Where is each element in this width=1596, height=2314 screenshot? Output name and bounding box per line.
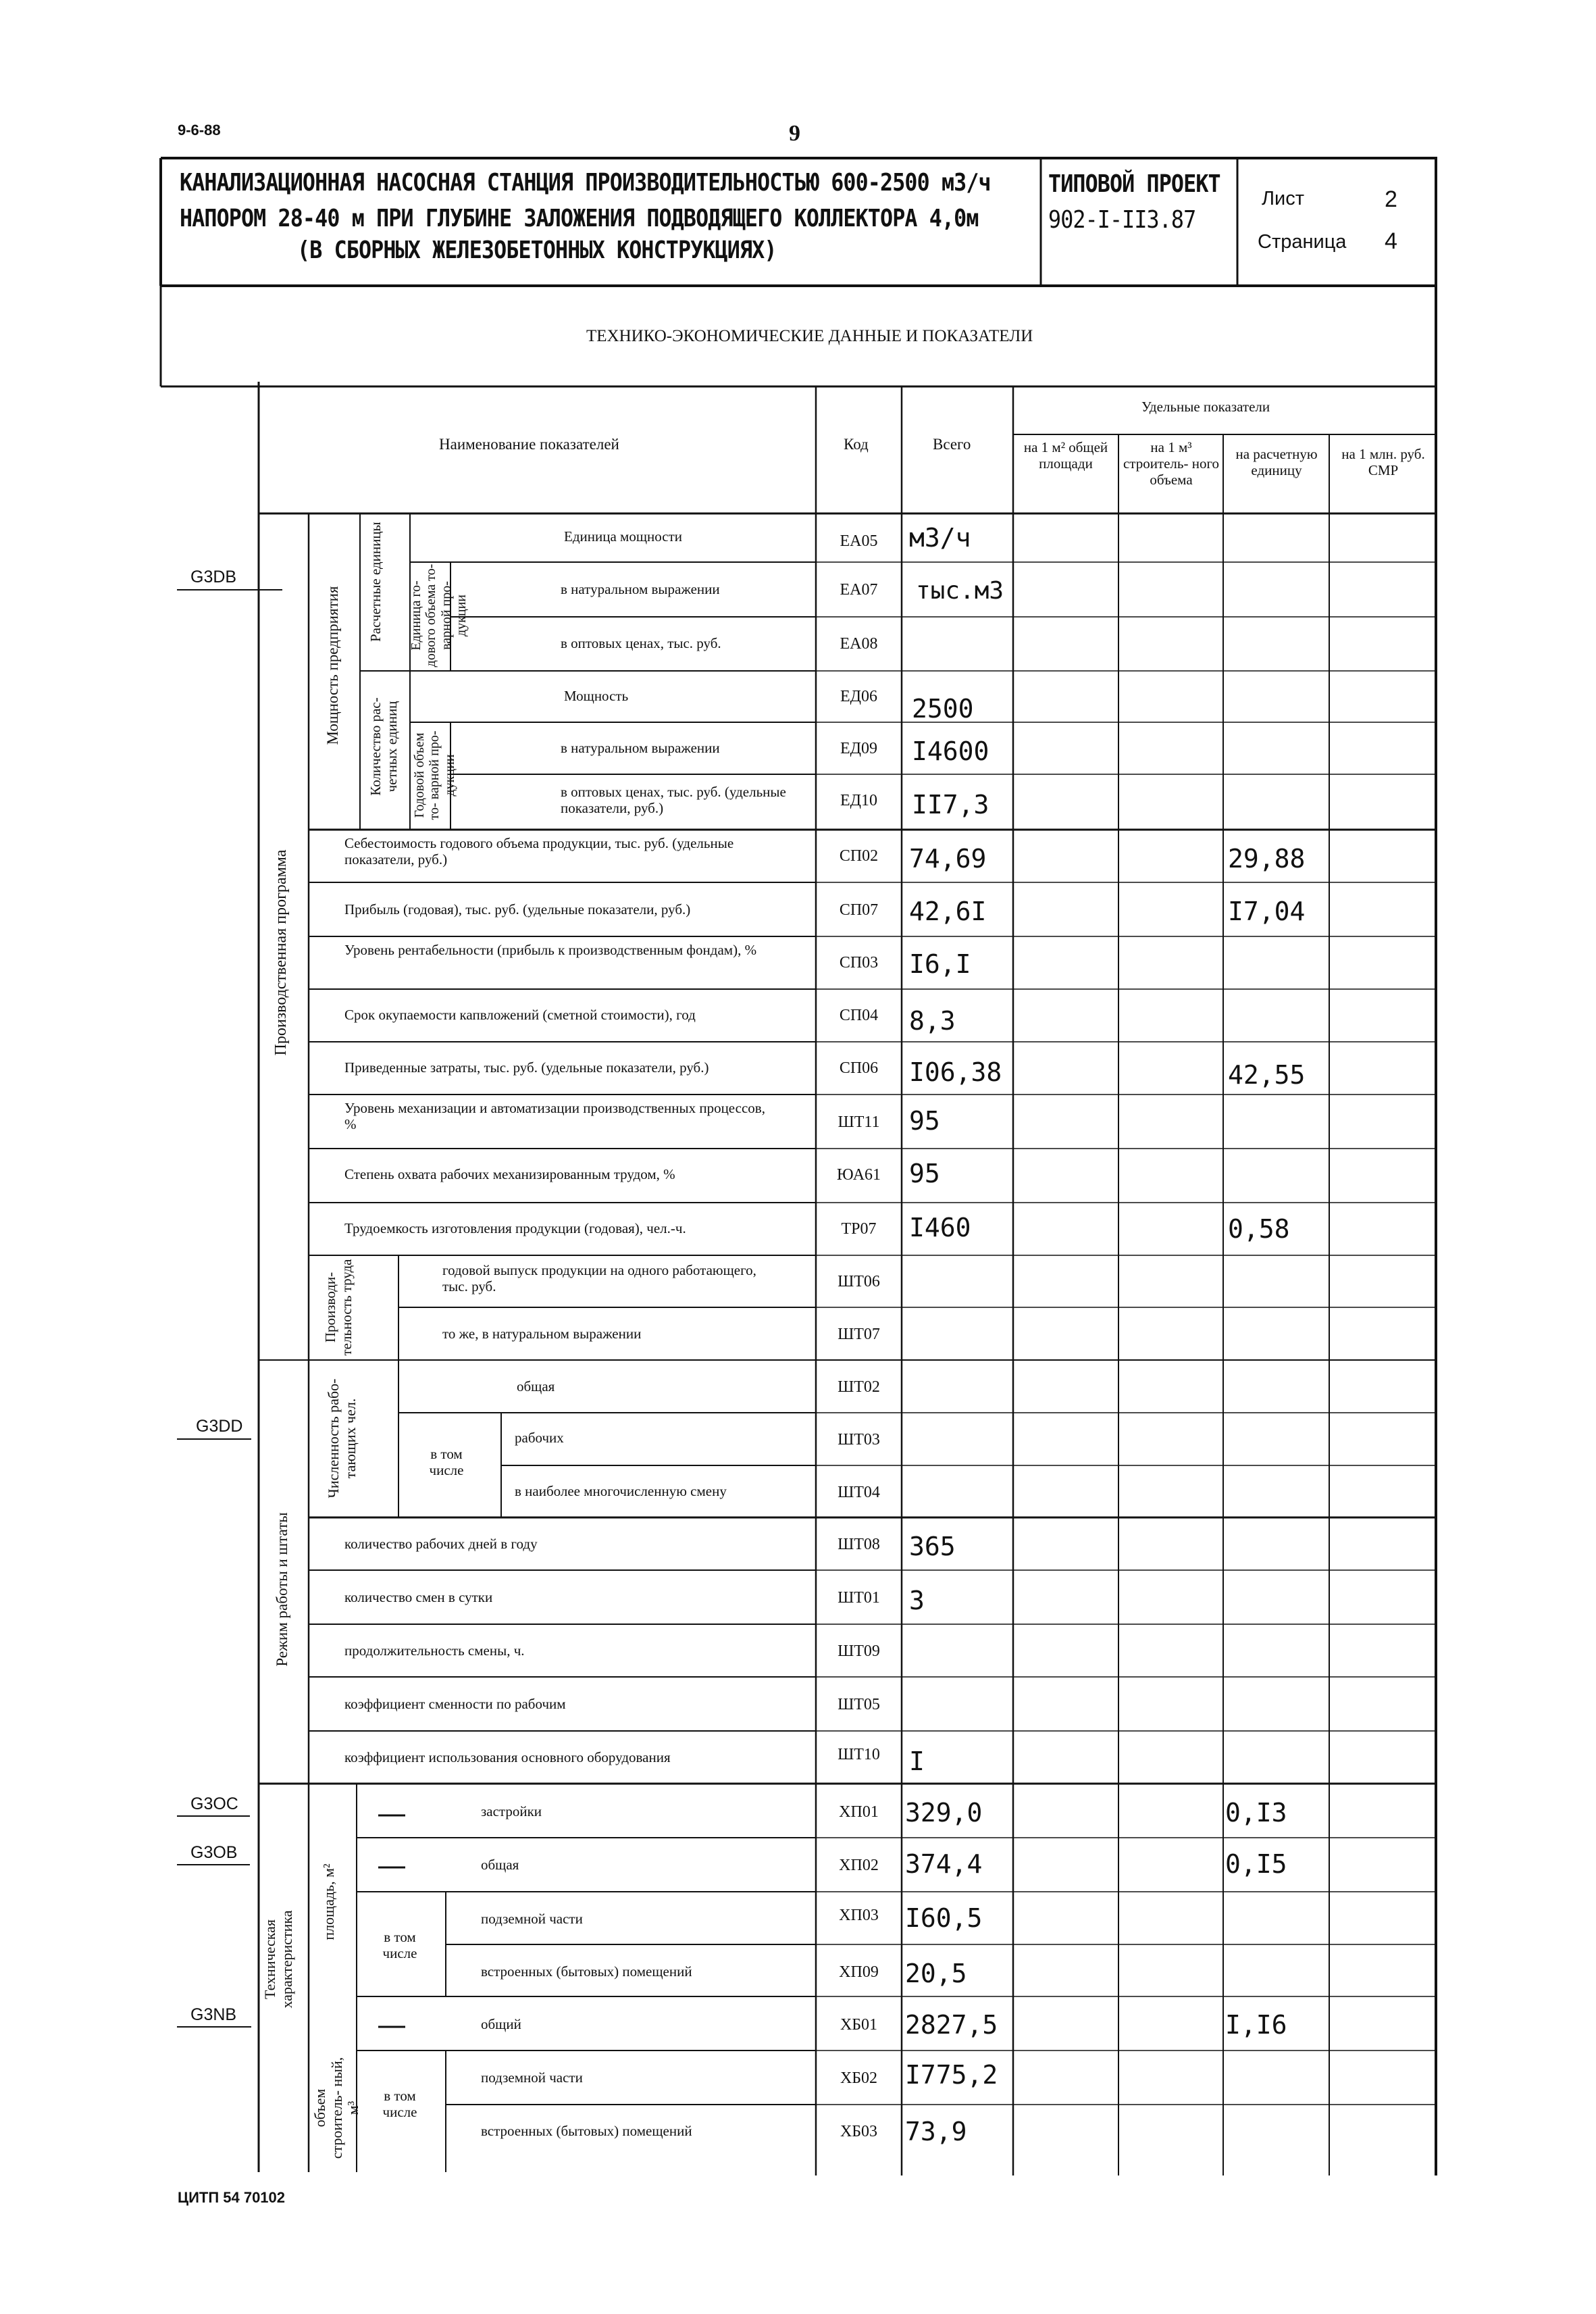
code-sht01: ШТ01 (838, 1589, 880, 1607)
unit-xp01: 0,I3 (1225, 1798, 1287, 1828)
code-xb02: ХБ02 (840, 2069, 878, 2087)
unit-sp07: I7,04 (1228, 897, 1306, 926)
total-ed09: I4600 (912, 736, 989, 766)
total-ua61: 95 (909, 1159, 940, 1188)
row-sht05-label: коэффициент сменности по рабочим (344, 1696, 566, 1712)
code-sp03: СП03 (839, 954, 879, 972)
unit-sp02: 29,88 (1228, 844, 1306, 874)
group-area: площадь, м² (320, 1863, 337, 1940)
total-sp02: 74,69 (909, 844, 987, 874)
code-xp01: ХП01 (839, 1803, 879, 1821)
row-ua61-label: Степень охвата рабочих механизированным трудом, % (344, 1166, 675, 1182)
group-calc-units: Расчетные единицы (367, 522, 384, 642)
row-sht03-label: рабочих (515, 1430, 564, 1446)
code-sht04: ШТ04 (838, 1484, 880, 1501)
code-ea07: ЕА07 (840, 581, 878, 599)
row-tr07-label: Трудоемкость изготовления продукции (годовая), чел.-ч. (344, 1220, 686, 1236)
group-regime: Режим работы и штаты (274, 1512, 290, 1667)
row-sht08-label: количество рабочих дней в году (344, 1536, 538, 1552)
code-xp03: ХП03 (839, 1907, 879, 1924)
total-sp04: 8,3 (909, 1006, 956, 1036)
group-qty-units: Количество рас- четных единиц (367, 697, 400, 796)
header-code: Код (844, 436, 869, 453)
tag-g3db: G3DB (190, 568, 237, 586)
unit-sp06: 42,55 (1228, 1060, 1306, 1090)
group-annual-vol: Годовой объем то- варной про- дукции (412, 730, 457, 820)
header-total: Всего (933, 436, 971, 453)
group-headcount: Численность рабо- тающих чел. (325, 1378, 359, 1499)
row-xp02-label: общая (481, 1857, 519, 1873)
row-sp04-label: Срок окупаемости капвложений (сметной стоимости), год (344, 1007, 696, 1023)
footer-code: ЦИТП 54 70102 (178, 2189, 286, 2206)
incl-label-headcount: в том числе (429, 1446, 464, 1479)
code-sp04: СП04 (839, 1007, 879, 1024)
header-per-unit: на расчетную единицу (1235, 446, 1318, 479)
project-number: 902-I-II3.87 (1048, 206, 1196, 234)
code-ea08: ЕА08 (840, 635, 878, 653)
tag-g3nb: G3NB (190, 2005, 237, 2024)
total-sht08: 365 (909, 1532, 956, 1561)
row-sht11-label: Уровень механизации и автоматизации производственных процессов, % (344, 1100, 765, 1133)
row-ed09-label: в натуральном выражении (561, 740, 720, 756)
row-sht02-label: общая (517, 1378, 555, 1394)
group-tech: Техническая характеристика (261, 1910, 295, 2009)
row-sp07-label: Прибыль (годовая), тыс. руб. (удельные показатели, руб.) (344, 901, 691, 917)
total-xb01: 2827,5 (905, 2010, 998, 2040)
code-ea05: ЕА05 (840, 532, 878, 550)
group-volume: объем строитель- ный, м³ (311, 2057, 362, 2159)
total-ea05: м3/ч (909, 523, 971, 553)
total-xp01: 329,0 (905, 1798, 983, 1828)
code-ed10: ЕД10 (840, 792, 878, 809)
unit-xb01: I,I6 (1225, 2010, 1287, 2040)
total-sht01: 3 (909, 1586, 925, 1615)
total-ed06: 2500 (912, 694, 974, 724)
code-sht05: ШТ05 (838, 1696, 880, 1713)
code-sht10: ШТ10 (838, 1746, 880, 1763)
code-ua61: ЮА61 (836, 1166, 881, 1184)
code-ed06: ЕД06 (840, 688, 878, 705)
group-capacity: Мощность предприятия (324, 586, 341, 745)
total-sht11: 95 (909, 1106, 940, 1136)
page-number: 9 (789, 121, 800, 146)
row-sht10-label: коэффициент использования основного оборудования (344, 1749, 671, 1765)
total-xp02: 374,4 (905, 1849, 983, 1879)
doc-date: 9-6-88 (178, 122, 221, 139)
title-line-3: (В СБОРНЫХ ЖЕЛЕЗОБЕТОННЫХ КОНСТРУКЦИЯХ) (297, 236, 777, 264)
code-xp09: ХП09 (839, 1963, 879, 1981)
unit-xp02: 0,I5 (1225, 1849, 1287, 1879)
title-line-2: НАПОРОМ 28-40 м ПРИ ГЛУБИНЕ ЗАЛОЖЕНИЯ ПОДВОДЯЩЕГО КОЛЛЕКТОРА 4,0м (180, 205, 979, 232)
total-sp03: I6,I (909, 949, 971, 979)
header-per-volume: на 1 м³ строитель- ного объема (1123, 439, 1220, 488)
total-xp03: I60,5 (905, 1903, 983, 1933)
code-sp06: СП06 (839, 1059, 879, 1077)
code-sht03: ШТ03 (838, 1431, 880, 1449)
row-sht09-label: продолжительность смены, ч. (344, 1642, 525, 1659)
total-ed10: II7,3 (912, 790, 989, 820)
header-name: Наименование показателей (439, 436, 619, 453)
sheet-label: Лист (1262, 188, 1305, 209)
row-xb02-label: подземной части (481, 2069, 583, 2086)
page-label: Страница (1258, 231, 1347, 253)
group-unit-annual: Единица го- дового объема то- варной про- дукции (409, 563, 469, 668)
code-sht09: ШТ09 (838, 1642, 880, 1660)
code-xb01: ХБ01 (840, 2016, 878, 2034)
row-xp03-label: подземной части (481, 1911, 583, 1927)
title-line-1: КАНАЛИЗАЦИОННАЯ НАСОСНАЯ СТАНЦИЯ ПРОИЗВОДИТЕЛЬНОСТЬЮ 600-2500 м3/ч (180, 169, 991, 197)
row-sht04-label: в наиболее многочисленную смену (515, 1483, 727, 1499)
tag-g3oc: G3OC (190, 1794, 238, 1813)
row-sht01-label: количество смен в сутки (344, 1589, 493, 1605)
total-sht10: I (909, 1746, 925, 1776)
code-xb03: ХБ03 (840, 2123, 878, 2140)
incl-label-area: в том числе (382, 1929, 417, 1962)
row-sp02-label: Себестоимость годового объема продукции, тыс. руб. (удельные показатели, руб.) (344, 835, 734, 868)
header-per-area: на 1 м² общей площади (1023, 439, 1108, 472)
row-xb01-label: общий (481, 2016, 521, 2032)
code-sp07: СП07 (839, 901, 879, 919)
code-sht06: ШТ06 (838, 1273, 880, 1290)
code-sht08: ШТ08 (838, 1536, 880, 1553)
total-xb02: I775,2 (905, 2060, 998, 2090)
row-xp01-label: застройки (481, 1803, 542, 1819)
sheet-number: 2 (1385, 186, 1397, 212)
row-ea08-label: в оптовых ценах, тыс. руб. (561, 635, 721, 651)
tag-g3dd: G3DD (196, 1417, 243, 1436)
incl-label-volume: в том числе (382, 2088, 417, 2121)
row-ed10-label: в оптовых ценах, тыс. руб. (удельные показатели, руб.) (561, 784, 786, 817)
row-xp09-label: встроенных (бытовых) помещений (481, 1963, 692, 1980)
code-tr07: ТР07 (841, 1220, 877, 1238)
total-tr07: I460 (909, 1213, 971, 1242)
code-ed09: ЕД09 (840, 740, 878, 757)
total-sp06: I06,38 (909, 1057, 1002, 1087)
code-sht11: ШТ11 (838, 1113, 880, 1131)
row-sht06-label: годовой выпуск продукции на одного работающего, тыс. руб. (442, 1262, 756, 1295)
row-xb03-label: встроенных (бытовых) помещений (481, 2123, 692, 2139)
section-title: ТЕХНИКО-ЭКОНОМИЧЕСКИЕ ДАННЫЕ И ПОКАЗАТЕЛИ (586, 327, 1033, 345)
total-ea07: тыс.м3 (916, 577, 1004, 605)
total-sp07: 42,6I (909, 897, 987, 926)
code-sht02: ШТ02 (838, 1378, 880, 1396)
header-per-mln: на 1 млн. руб. СМР (1341, 446, 1425, 479)
tag-g3ob: G3OB (190, 1843, 238, 1862)
row-ea05-label: Единица мощности (564, 528, 682, 545)
total-xb03: 73,9 (905, 2117, 967, 2146)
row-sht07-label: то же, в натуральном выражении (442, 1326, 642, 1342)
project-label: ТИПОВОЙ ПРОЕКТ (1048, 170, 1220, 198)
row-ed06-label: Мощность (564, 688, 629, 704)
header-specific: Удельные показатели (1141, 399, 1270, 415)
group-production: Производственная программа (272, 849, 290, 1056)
row-sp03-label: Уровень рентабельности (прибыль к производственным фондам), % (344, 942, 757, 958)
row-ea07-label: в натуральном выражении (561, 581, 720, 597)
unit-tr07: 0,58 (1228, 1214, 1290, 1244)
code-sp02: СП02 (839, 847, 879, 865)
row-sp06-label: Приведенные затраты, тыс. руб. (удельные показатели, руб.) (344, 1059, 709, 1076)
code-sht07: ШТ07 (838, 1326, 880, 1343)
group-productivity: Производи- тельность труда (322, 1259, 355, 1356)
total-xp09: 20,5 (905, 1959, 967, 1988)
page-label-number: 4 (1385, 228, 1397, 254)
code-xp02: ХП02 (839, 1857, 879, 1874)
